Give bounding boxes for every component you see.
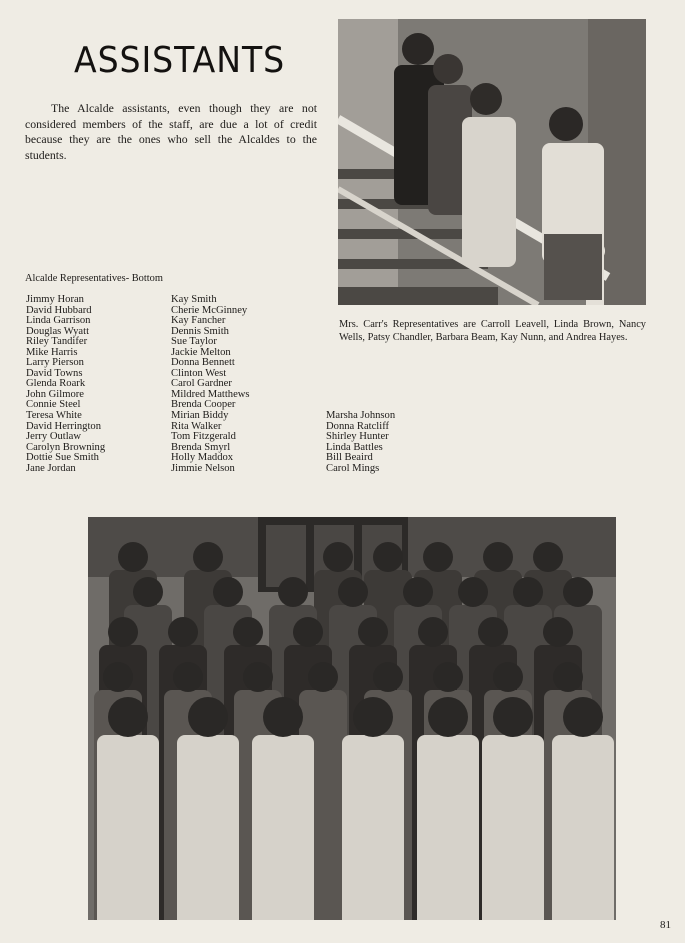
representative-name: Kay Fancher [171,315,226,327]
staircase-photo-illustration [338,19,646,305]
page-title: ASSISTANTS [74,40,286,81]
representative-name: Holly Maddox [171,452,234,464]
intro-paragraph: The Alcalde assistants, even though they are not considered members of the staff, are due a lot of credit because they are the ones who sell the Alcaldes to the students. [25,101,317,162]
representative-name: Donna Ratcliff [326,420,390,432]
representative-name: Rita Walker [171,420,222,432]
representative-name: David Herrington [26,420,102,432]
representative-name: Glenda Roark [26,378,86,390]
representative-name: Jerry Outlaw [26,431,82,443]
representative-name: Brenda Smyrl [171,441,231,453]
representative-name: Cherie McGinney [171,304,248,316]
representative-name: Dottie Sue Smith [26,452,99,464]
names-column-1 [26,295,105,474]
representative-name: John Gilmore [26,388,84,400]
representative-name: Tom Fitzgerald [171,431,236,443]
representative-name: Shirley Hunter [326,431,389,443]
representative-name: Donna Bennett [171,357,235,369]
representative-name: Larry Pierson [26,357,84,369]
representative-name: Jane Jordan [26,462,76,474]
representative-name: Mike Harris [26,346,78,358]
top-photo-caption: Mrs. Carr's Representatives are Carroll Leavell, Linda Brown, Nancy Wells, Patsy Chandler, Barbara Beam, Kay Nunn, and Andrea Hayes. [339,319,646,343]
names-column-3 [326,411,395,474]
representative-name: David Towns [26,367,83,379]
representative-name: Bill Beaird [326,452,373,464]
representative-name: Jackie Melton [171,346,231,358]
representative-name: Riley Tandifer [26,336,88,348]
representative-name: Jimmy Horan [26,294,84,305]
representative-name: David Hubbard [26,304,92,316]
representative-name: Linda Battles [326,441,383,453]
representative-name: Dennis Smith [171,325,229,337]
representative-name: Kay Smith [171,294,217,305]
representative-name: Mildred Matthews [171,388,250,400]
representative-name: Mirian Biddy [171,410,229,422]
representative-name: Carolyn Browning [26,441,106,453]
group-photo [88,517,616,920]
representative-name: Teresa White [26,410,82,422]
representative-name: Jimmie Nelson [171,462,235,474]
representative-name: Carol Mings [326,462,380,474]
names-column-2 [171,295,250,474]
representative-name: Brenda Cooper [171,399,236,411]
representative-name: Carol Gardner [171,378,232,390]
representatives-staircase-photo [338,19,646,305]
group-photo-illustration [88,517,616,920]
representative-name: Connie Steel [26,399,81,411]
representative-name: Linda Garrison [26,315,91,327]
representative-name: Sue Taylor [171,336,217,348]
representatives-label: Alcalde Representatives- Bottom [25,273,163,284]
representative-name: Douglas Wyatt [26,325,90,337]
representative-name: Marsha Johnson [326,410,396,421]
representative-name: Clinton West [171,367,227,379]
page-number: 81 [660,919,671,931]
